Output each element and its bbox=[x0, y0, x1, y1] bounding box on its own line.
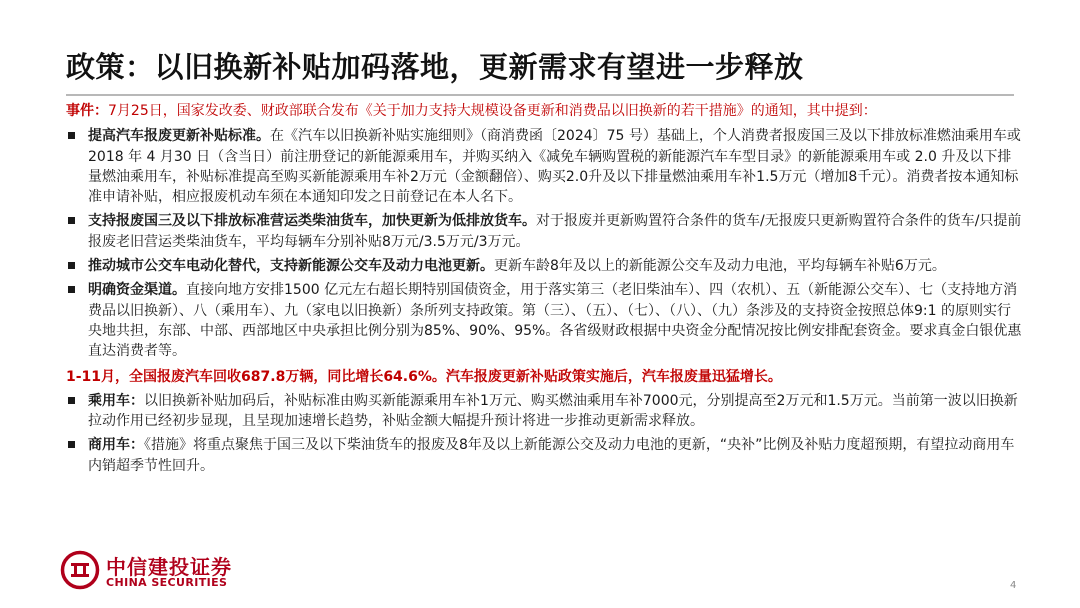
bullet-text: 对于报废并更新购置符合条件的货车/无报废只更新购置符合条件的货车/只提前报废老旧营运类柴油货车，平均每辆车分别补贴8万元/3.5万元/3万元。 bbox=[88, 213, 1022, 250]
impact-bullet bbox=[66, 435, 1024, 476]
square-bullet-icon bbox=[68, 397, 75, 404]
bullet-heading: 提高汽车报废更新补贴标准。 bbox=[88, 128, 270, 145]
bullet-text: 以旧换新补贴加码后，补贴标准由购买新能源乘用车补1万元、购买燃油乘用车补7000元，分别提高至2万元和1.5万元。当前第一波以旧换新拉动作用已经初步显现，且呈现加速增长趋势，补贴金额大幅提升预计将进一步推动更新需求释放。 bbox=[88, 392, 1018, 430]
policy-bullet bbox=[66, 256, 1024, 276]
bullet-heading: 商用车： bbox=[88, 437, 144, 454]
square-bullet-icon bbox=[68, 286, 75, 293]
square-bullet-icon bbox=[68, 262, 75, 269]
square-bullet-icon bbox=[68, 217, 75, 224]
brand-name-en: CHINA SECURITIES bbox=[106, 576, 228, 589]
square-bullet-icon bbox=[68, 441, 75, 448]
event-label: 事件： bbox=[66, 103, 108, 119]
bullet-text: 直接向地方安排1500 亿元左右超长期特别国债资金，用于落实第三（老旧柴油车）、四（农机）、五（新能源公交车）、七（支持地方消费品以旧换新）、八（乘用车）、九（家电以旧换新）条所列支持政策。第（三）、（五）、（七）、（八）、（九）条涉及的支持资金按照总体9:1 的原则实行央地共担，东部、中部、西部地区中央承担比例分别为85%、90%、95%。各省级财政根据中央资金分配情况按比例安排配套资金。要求真金白银优惠直达消费者等。 bbox=[88, 282, 1022, 360]
policy-bullet bbox=[66, 280, 1024, 361]
slide-content bbox=[66, 101, 1024, 476]
policy-bullet bbox=[66, 126, 1024, 207]
event-line bbox=[66, 101, 1024, 121]
citic-logo-icon bbox=[60, 550, 100, 590]
bullet-heading: 支持报废国三及以下排放标准营运类柴油货车，加快更新为低排放货车。 bbox=[88, 213, 536, 230]
title-divider bbox=[66, 94, 1014, 96]
impact-bullet bbox=[66, 391, 1024, 432]
bullet-heading: 明确资金渠道。 bbox=[88, 282, 186, 299]
brand-logo bbox=[60, 550, 260, 594]
page-title: 政策：以旧换新补贴加码落地，更新需求有望进一步释放 bbox=[66, 50, 804, 84]
bullet-text: 在《汽车以旧换新补贴实施细则》（商消费函〔2024〕75 号）基础上，个人消费者报废国三及以下排放标准燃油乘用车或 2018 年 4 月30 日（含当日）前注册登记的新能源乘用车，并购买纳入《减免车辆购置税的新能源汽车车型目录》的新能源乘用车或 2.0 升及以下排量燃油乘用车，补贴标准提高至购买新能源乘用车补2万元（金额翻倍）、购买2.0升及以下排量燃油乘用车补1.5万元（增加8千元）。消费者按本通知标准申请补贴，相应报废机动车须在本通知印发之日前登记在本人名下。 bbox=[88, 128, 1021, 206]
bullet-text: 更新车龄8年及以上的新能源公交车及动力电池，平均每辆车补贴6万元。 bbox=[494, 258, 946, 275]
highlight-statement: 1-11月，全国报废汽车回收687.8万辆，同比增长64.6%。汽车报废更新补贴政策实施后，汽车报废量迅猛增长。 bbox=[66, 368, 782, 385]
square-bullet-icon bbox=[68, 132, 75, 139]
bullet-heading: 乘用车： bbox=[88, 392, 144, 409]
policy-bullet bbox=[66, 211, 1024, 252]
bullet-heading: 推动城市公交车电动化替代，支持新能源公交车及动力电池更新。 bbox=[88, 258, 494, 275]
brand-name-cn: 中信建投证券 bbox=[106, 555, 232, 579]
event-text: 7月25日，国家发改委、财政部联合发布《关于加力支持大规模设备更新和消费品以旧换新的若干措施》的通知，其中提到： bbox=[108, 103, 877, 119]
page-number: 4 bbox=[1010, 580, 1017, 591]
bullet-text: 《措施》将重点聚焦于国三及以下柴油货车的报废及8年及以上新能源公交及动力电池的更新，“央补”比例及补贴力度超预期，有望拉动商用车内销超季节性回升。 bbox=[88, 437, 1015, 474]
